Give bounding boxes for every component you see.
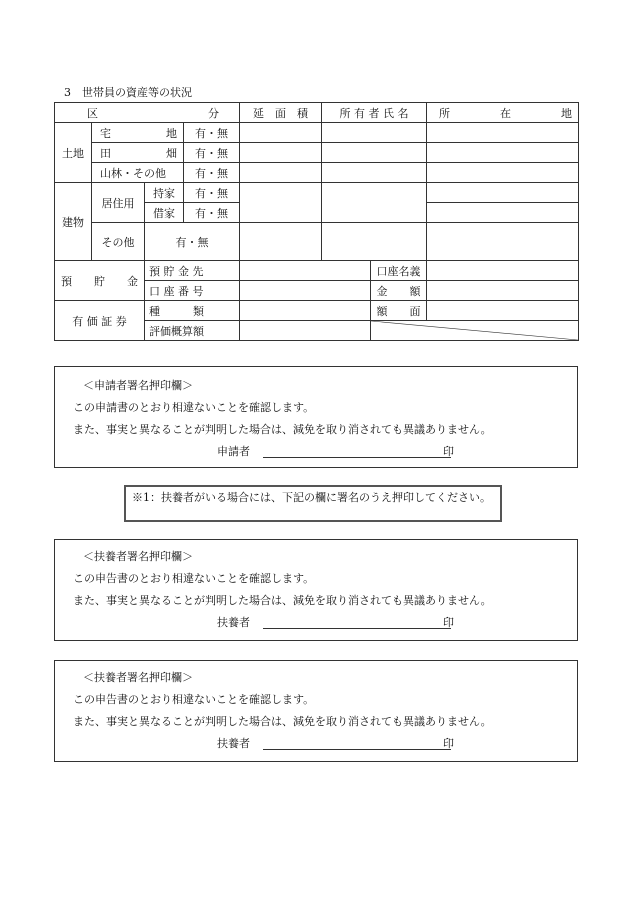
field-location-cell[interactable] bbox=[427, 143, 579, 163]
sanrin-area-cell[interactable] bbox=[240, 163, 322, 183]
supporter2-box-heading: ＜扶養者署名押印欄＞ bbox=[83, 671, 193, 684]
field-owner-cell[interactable] bbox=[322, 143, 427, 163]
header-owner-name: 所 有 者 氏 名 bbox=[322, 103, 427, 123]
header-row bbox=[55, 103, 579, 123]
amount-label: 金 額 bbox=[371, 281, 427, 301]
applicant-seal-mark: 印 bbox=[443, 445, 454, 458]
applicant-signer-label: 申請者 bbox=[217, 445, 250, 458]
other-building-location-cell[interactable] bbox=[427, 223, 579, 261]
supporter2-seal-mark: 印 bbox=[443, 737, 454, 750]
account-name-value-cell[interactable] bbox=[427, 261, 579, 281]
residential-owner-cell[interactable] bbox=[322, 183, 427, 223]
takuchi-label-2: 地 bbox=[166, 126, 177, 140]
applicant-confirm-text: この申請書のとおり相違ないことを確認します。 bbox=[73, 401, 315, 414]
sanrin-owner-cell[interactable] bbox=[322, 163, 427, 183]
face-value-label: 額 面 bbox=[371, 301, 427, 321]
takuchi-ari-nashi[interactable]: 有・無 bbox=[184, 123, 240, 143]
supporter1-box-heading: ＜扶養者署名押印欄＞ bbox=[83, 550, 193, 563]
sanrin-label: 山林・その他 bbox=[92, 163, 184, 183]
other-building-area-cell[interactable] bbox=[240, 223, 322, 261]
applicant-signature-field[interactable] bbox=[263, 443, 451, 458]
rented-house-ari-nashi[interactable]: 有・無 bbox=[184, 203, 240, 223]
header-location-1: 所 bbox=[439, 106, 450, 120]
supporter-signature-box-1 bbox=[54, 539, 578, 641]
valuation-value-cell[interactable] bbox=[240, 321, 371, 341]
section-title: 3 世帯員の資産等の状況 bbox=[64, 86, 192, 99]
valuation-label: 評価概算額 bbox=[145, 321, 240, 341]
owned-house-ari-nashi[interactable]: 有・無 bbox=[184, 183, 240, 203]
owned-house-label: 持家 bbox=[145, 183, 184, 203]
land-label: 土地 bbox=[55, 123, 92, 183]
building-label: 建物 bbox=[55, 183, 92, 261]
supporter-note-box bbox=[124, 485, 502, 522]
takuchi-owner-cell[interactable] bbox=[322, 123, 427, 143]
applicant-signature-box bbox=[54, 366, 578, 468]
supporter1-confirm-text: この申告書のとおり相違ないことを確認します。 bbox=[73, 572, 315, 585]
header-kubun-2: 分 bbox=[208, 106, 219, 120]
securities-kind-label: 種 類 bbox=[145, 301, 240, 321]
sanrin-ari-nashi[interactable]: 有・無 bbox=[184, 163, 240, 183]
other-building-label: その他 bbox=[92, 223, 145, 261]
applicant-disclaimer-text: また、事実と異なることが判明した場合は、減免を取り消されても異議ありません。 bbox=[73, 423, 492, 436]
diagonal-slash bbox=[371, 321, 578, 340]
deposit-label: 預 貯 金 bbox=[55, 261, 145, 301]
field-ari-nashi[interactable]: 有・無 bbox=[184, 143, 240, 163]
account-number-value-cell[interactable] bbox=[240, 281, 371, 301]
rented-house-label: 借家 bbox=[145, 203, 184, 223]
asset-table bbox=[54, 102, 579, 341]
sanrin-location-cell[interactable] bbox=[427, 163, 579, 183]
supporter-note-text: ※1：扶養者がいる場合には、下記の欄に署名のうえ押印してください。 bbox=[132, 491, 491, 504]
ta-label: 田 bbox=[100, 146, 111, 160]
diagonal-slash-cell bbox=[371, 321, 579, 341]
amount-value-cell[interactable] bbox=[427, 281, 579, 301]
account-name-label: 口座名義 bbox=[371, 261, 427, 281]
takuchi-label-1: 宅 bbox=[100, 126, 111, 140]
header-kubun-1: 区 bbox=[87, 106, 98, 120]
account-number-label: 口 座 番 号 bbox=[145, 281, 240, 301]
takuchi-area-cell[interactable] bbox=[240, 123, 322, 143]
residential-label: 居住用 bbox=[92, 183, 145, 223]
supporter2-disclaimer-text: また、事実と異なることが判明した場合は、減免を取り消されても異議ありません。 bbox=[73, 715, 492, 728]
header-floor-area: 延 面 積 bbox=[240, 103, 322, 123]
supporter1-signature-field[interactable] bbox=[263, 614, 451, 629]
hata-label: 畑 bbox=[166, 146, 177, 160]
rented-house-location-cell[interactable] bbox=[427, 203, 579, 223]
supporter2-confirm-text: この申告書のとおり相違ないことを確認します。 bbox=[73, 693, 315, 706]
supporter1-disclaimer-text: また、事実と異なることが判明した場合は、減免を取り消されても異議ありません。 bbox=[73, 594, 492, 607]
field-area-cell[interactable] bbox=[240, 143, 322, 163]
takuchi-location-cell[interactable] bbox=[427, 123, 579, 143]
residential-area-cell[interactable] bbox=[240, 183, 322, 223]
supporter2-signature-field[interactable] bbox=[263, 735, 451, 750]
other-building-owner-cell[interactable] bbox=[322, 223, 427, 261]
supporter1-signer-label: 扶養者 bbox=[217, 616, 250, 629]
header-location-3: 地 bbox=[561, 106, 572, 120]
header-location-2: 在 bbox=[500, 106, 511, 120]
bank-value-cell[interactable] bbox=[240, 261, 371, 281]
securities-kind-value-cell[interactable] bbox=[240, 301, 371, 321]
owned-house-location-cell[interactable] bbox=[427, 183, 579, 203]
applicant-box-heading: ＜申請者署名押印欄＞ bbox=[83, 379, 193, 392]
supporter2-signer-label: 扶養者 bbox=[217, 737, 250, 750]
securities-label: 有 価 証 券 bbox=[55, 301, 145, 341]
bank-label: 預 貯 金 先 bbox=[145, 261, 240, 281]
other-building-ari-nashi[interactable]: 有・無 bbox=[145, 223, 240, 261]
face-value-cell[interactable] bbox=[427, 301, 579, 321]
supporter1-seal-mark: 印 bbox=[443, 616, 454, 629]
supporter-signature-box-2 bbox=[54, 660, 578, 762]
